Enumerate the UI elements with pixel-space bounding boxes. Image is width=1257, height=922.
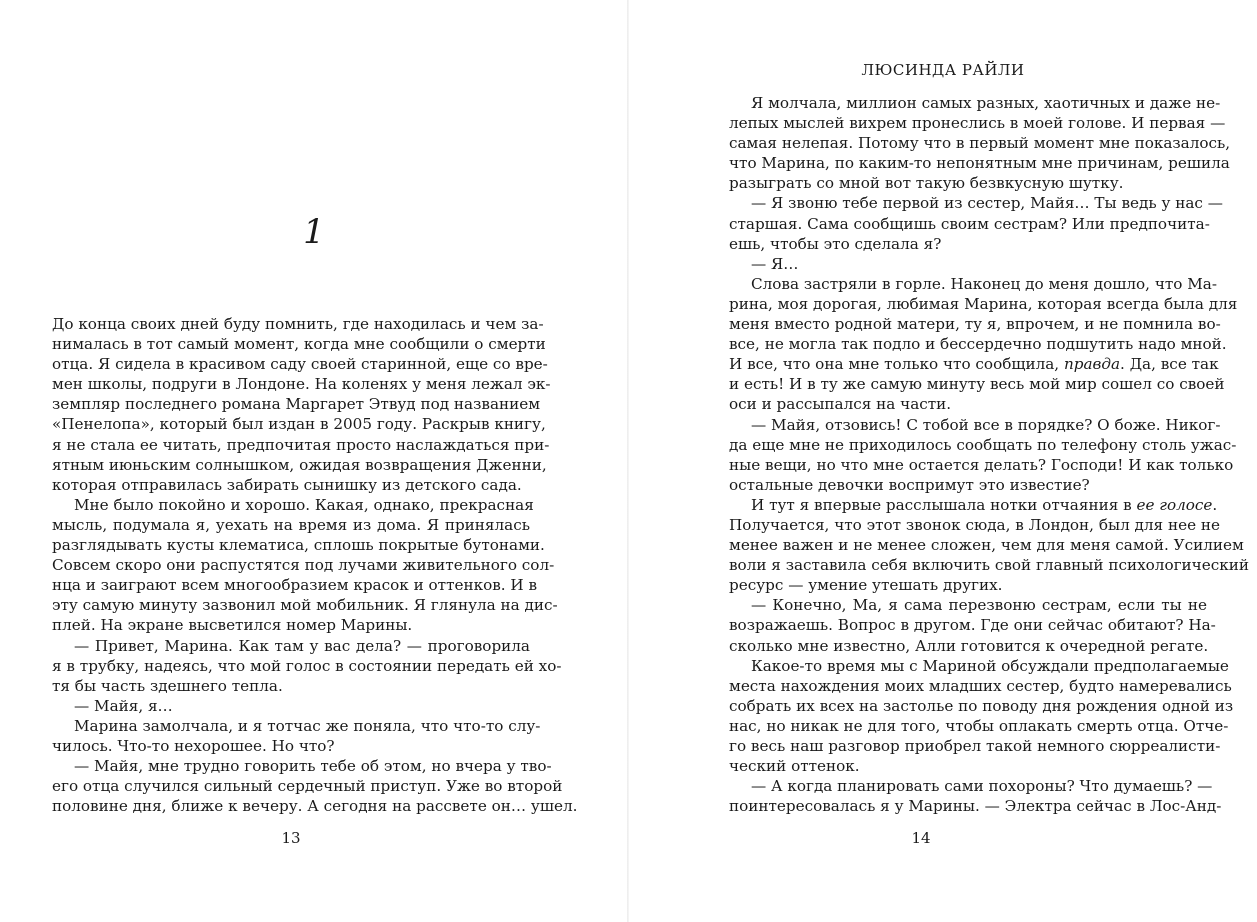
emphasis-text: ее голосе [1136, 495, 1213, 514]
left-page [0, 0, 628, 922]
text-line: — Привет, Марина. Как там у вас дела? — проговорила [74, 636, 530, 655]
text-line: остальные девочки воспримут это известие? [729, 475, 1090, 494]
text-line: — Майя, отзовись! С тобой все в порядке? О боже. Никог- [751, 415, 1221, 434]
text-line: лепых мыслей вихрем пронеслись в моей голове. И первая — [729, 114, 1226, 133]
text-line: места нахождения моих младших сестер, будто намеревались [729, 676, 1232, 695]
text-line: ные вещи, но что мне остается делать? Господи! И как только [729, 455, 1234, 474]
text-line: меня вместо родной матери, ту я, впрочем, и не помнила во- [729, 315, 1221, 334]
text-line: Получается, что этот звонок сюда, в Лондон, был для нее не [729, 515, 1220, 534]
text-line: Какое-то время мы с Мариной обсуждали предполагаемые [751, 656, 1229, 675]
right-page [629, 0, 1257, 922]
text-line: отца. Я сидела в красивом саду своей старинной, еще со вре- [52, 355, 548, 374]
text-line: ятным июньским солнышком, ожидая возвращения Дженни, [52, 455, 547, 474]
text-line: поинтересовалась я у Марины. — Электра сейчас в Лос-Анд- [729, 797, 1222, 816]
text-line: ешь, чтобы это сделала я? [729, 234, 942, 253]
text-line: И тут я впервые расслышала нотки отчаяния в ее голосе. [751, 495, 1218, 514]
text-line: разглядывать кусты клематиса, сплошь покрытые бутонами. [52, 536, 545, 555]
text-line: половине дня, ближе к вечеру. А сегодня на рассвете он… ушел. [52, 797, 578, 816]
text-line: плей. На экране высветился номер Марины. [52, 616, 413, 635]
left-page-body [52, 314, 578, 816]
text-line: мен школы, подруги в Лондоне. На коленях у меня лежал эк- [52, 375, 551, 394]
text-line: Марина замолчала, и я тотчас же поняла, что что-то слу- [74, 716, 541, 735]
text-line: нималась в тот самый момент, когда мне сообщили о смерти [52, 335, 546, 354]
chapter-number: 1 [303, 212, 325, 252]
page-number-right: 14 [911, 829, 931, 847]
text-line: Я молчала, миллион самых разных, хаотичных и даже не- [751, 94, 1221, 112]
text-line: нца и заиграют всем многообразием красок и оттенков. И в [52, 576, 538, 595]
text-line: старшая. Сама сообщишь своим сестрам? Или предпочита- [729, 214, 1210, 233]
text-line: что Марина, по каким-то непонятным мне причинам, решила [729, 154, 1230, 173]
text-line: да еще мне не приходилось сообщать по телефону столь ужас- [729, 435, 1237, 454]
text-line: его отца случился сильный сердечный приступ. Уже во второй [52, 777, 563, 796]
text-line: я не стала ее читать, предпочитая просто наслаждаться при- [52, 435, 550, 454]
text-line: — Я звоню тебе первой из сестер, Майя… Ты ведь у нас — [751, 194, 1223, 213]
text-line: «Пенелопа», который был издан в 2005 году. Раскрыв книгу, [52, 415, 546, 434]
text-line: все, не могла так подло и бессердечно подшутить надо мной. [729, 335, 1227, 354]
text-line: возражаешь. Вопрос в другом. Где они сейчас обитают? На- [729, 616, 1216, 635]
text-line: самая нелепая. Потому что в первый момент мне показалось, [729, 134, 1231, 153]
text-line: которая отправилась забирать сынишку из детского сада. [52, 475, 522, 494]
text-line: я в трубку, надеясь, что мой голос в состоянии передать ей хо- [52, 656, 562, 675]
text-line: разыграть со мной вот такую безвкусную шутку. [729, 174, 1124, 193]
text-line: — Майя, я… [74, 696, 173, 715]
text-line: ресурс — умение утешать других. [729, 576, 1003, 595]
text-line: И все, что она мне только что сообщила, правда. Да, все так [729, 355, 1219, 374]
text-line: — Конечно, Ма, я сама перезвоню сестрам, если ты не [751, 596, 1207, 615]
text-line: — Я… [751, 254, 799, 273]
text-line: нас, но никак не для того, чтобы оплакать смерть отца. Отче- [729, 716, 1229, 735]
right-page-body [729, 93, 1249, 816]
running-head: ЛЮСИНДА РАЙЛИ [861, 61, 1025, 79]
text-line: Мне было покойно и хорошо. Какая, однако, прекрасная [74, 495, 534, 514]
text-line: оси и рассыпался на части. [729, 395, 952, 414]
text-line: чилось. Что-то нехорошее. Но что? [52, 736, 335, 755]
text-line: собрать их всех на застолье по поводу дня рождения одной из [729, 696, 1234, 715]
text-line: Слова застряли в горле. Наконец до меня дошло, что Ма- [751, 274, 1217, 293]
emphasis-text: правда [1063, 355, 1121, 374]
text-line: сколько мне известно, Алли готовится к очередной регате. [729, 636, 1209, 655]
text-line: Совсем скоро они распустятся под лучами живительного сол- [52, 556, 555, 575]
text-line: земпляр последнего романа Маргарет Этвуд под названием [52, 395, 541, 414]
text-line: менее важен и не менее сложен, чем для меня самой. Усилием [729, 536, 1244, 555]
text-line: — Майя, мне трудно говорить тебе об этом, но вчера у тво- [74, 757, 552, 776]
page-number-left: 13 [281, 829, 301, 847]
text-line: ческий оттенок. [729, 757, 860, 776]
text-line: воли я заставила себя включить свой главный психологический [729, 556, 1249, 575]
text-line: эту самую минуту зазвонил мой мобильник. Я глянула на дис- [52, 596, 558, 615]
text-line: тя бы часть здешнего тепла. [52, 676, 283, 695]
text-line: мысль, подумала я, уехать на время из дома. Я принялась [52, 515, 530, 534]
text-line: рина, моя дорогая, любимая Марина, которая всегда была для [729, 294, 1238, 313]
text-line: го весь наш разговор приобрел такой немного сюрреалисти- [729, 737, 1221, 755]
text-line: и есть! И в ту же самую минуту весь мой мир сошел со своей [729, 375, 1225, 394]
text-line: До конца своих дней буду помнить, где находилась и чем за- [52, 315, 544, 333]
text-line: — А когда планировать сами похороны? Что думаешь? — [751, 777, 1213, 796]
